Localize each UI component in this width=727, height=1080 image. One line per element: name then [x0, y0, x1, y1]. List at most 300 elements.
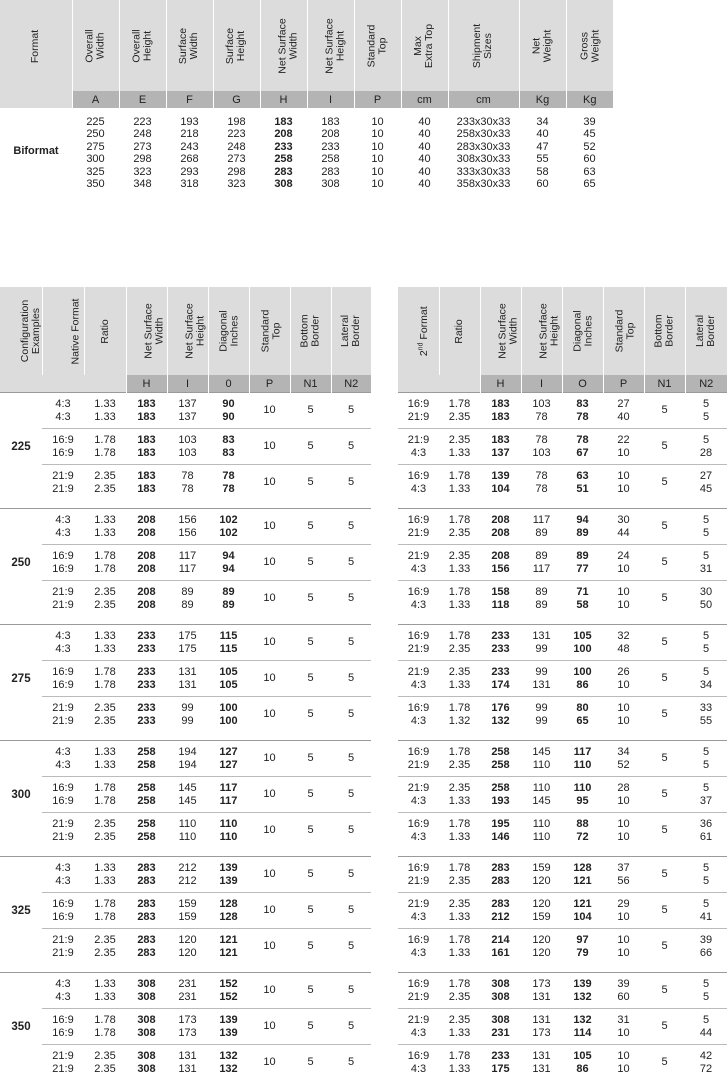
- diagonal-line: 102: [208, 514, 249, 527]
- net-width-line: 183: [480, 411, 521, 424]
- second-format: [398, 697, 439, 733]
- cell-value: 323: [213, 178, 260, 190]
- net-height-line: 159: [167, 911, 208, 924]
- native-format-line: 16:9: [42, 795, 84, 808]
- standard-top: 10: [249, 777, 290, 813]
- ratio: [84, 777, 126, 813]
- cell-value: 293: [166, 166, 213, 178]
- standard-top-line: 48: [603, 643, 644, 656]
- net-width: [480, 741, 521, 777]
- net-width-line: 208: [126, 527, 167, 540]
- table-row: [398, 697, 727, 733]
- native-format: [42, 429, 84, 465]
- bottom-border: 5: [290, 509, 331, 545]
- ratio: [439, 929, 480, 965]
- column-header-label: Overall Width: [84, 29, 106, 62]
- cell-value: 45: [566, 128, 613, 140]
- net-width: [126, 857, 167, 893]
- net-height: [167, 1045, 208, 1080]
- standard-top: [603, 545, 644, 581]
- cell-value: 258x30x33: [448, 128, 519, 140]
- unit-cell: N1: [290, 375, 331, 393]
- ratio-line: 1.33: [439, 679, 480, 692]
- net-width-line: 258: [480, 782, 521, 795]
- lateral-border: [685, 777, 727, 813]
- standard-top-line: 10: [603, 715, 644, 728]
- unit-cell: N1: [644, 375, 685, 393]
- lateral-border: 5: [331, 697, 371, 733]
- lateral-border: [685, 929, 727, 965]
- net-width-line: 132: [480, 715, 521, 728]
- native-format-line: 21:9: [42, 586, 84, 599]
- unit-cell: E: [119, 91, 166, 108]
- second-format-line: 4:3: [398, 447, 439, 460]
- cell-value: 333x30x33: [448, 166, 519, 178]
- header-row: [0, 287, 371, 375]
- standard-top-line: 60: [603, 991, 644, 1004]
- standard-top-line: 10: [603, 679, 644, 692]
- diagonal-line: 117: [208, 782, 249, 795]
- net-width-line: 233: [480, 643, 521, 656]
- ratio-line: 1.78: [84, 911, 126, 924]
- net-height: [521, 509, 562, 545]
- diagonal: [208, 813, 249, 849]
- column-cell: [307, 108, 354, 190]
- table-row: [0, 813, 371, 849]
- table-row: [0, 1009, 371, 1045]
- lateral-border-line: 5: [685, 978, 727, 991]
- standard-top: [603, 857, 644, 893]
- column-header: [290, 287, 331, 375]
- column-header: [119, 0, 166, 91]
- group-spacer: [398, 964, 727, 973]
- ratio: [439, 1045, 480, 1080]
- unit-cell: H: [480, 375, 521, 393]
- second-format: [398, 509, 439, 545]
- second-format-line: 21:9: [398, 875, 439, 888]
- lateral-border: 5: [331, 581, 371, 617]
- column-header: [0, 0, 72, 91]
- standard-top: [603, 509, 644, 545]
- bottom-border: 5: [644, 393, 685, 429]
- net-height: [521, 429, 562, 465]
- standard-top: 10: [249, 429, 290, 465]
- net-height-line: 89: [521, 550, 562, 563]
- diagonal-line: 90: [208, 398, 249, 411]
- ratio: [439, 697, 480, 733]
- net-width-line: 233: [126, 702, 167, 715]
- diagonal-line: 58: [562, 599, 603, 612]
- diagonal: [208, 393, 249, 429]
- lateral-border: [685, 1045, 727, 1080]
- standard-top-line: 56: [603, 875, 644, 888]
- net-width-line: 308: [480, 978, 521, 991]
- net-height: [521, 741, 562, 777]
- ratio: [439, 1009, 480, 1045]
- column-header-label: Standard Top: [614, 310, 636, 353]
- native-format: [42, 813, 84, 849]
- cell-value: 308: [260, 178, 307, 190]
- ratio-line: 2.35: [439, 666, 480, 679]
- net-width-line: 208: [126, 563, 167, 576]
- diagonal: [208, 509, 249, 545]
- cell-value: 248: [213, 141, 260, 153]
- ratio-line: 1.33: [84, 978, 126, 991]
- ratio-line: 1.78: [84, 898, 126, 911]
- net-width-line: 183: [126, 434, 167, 447]
- ratio-line: 1.78: [439, 470, 480, 483]
- group-spacer: [0, 848, 371, 857]
- native-format-line: 4:3: [42, 991, 84, 1004]
- diagonal-line: 78: [208, 483, 249, 496]
- column-header-label: Net Surface Width: [497, 303, 519, 358]
- unit-cell: Kg: [519, 91, 566, 108]
- cell-value: 273: [119, 141, 166, 153]
- column-header-label: Diagonal Inches: [572, 310, 594, 351]
- net-width-line: 308: [126, 1050, 167, 1063]
- unit-cell-blank: [0, 91, 72, 108]
- column-header-label: Net Surface Width: [277, 18, 299, 73]
- lateral-border-line: 5: [685, 398, 727, 411]
- net-height: [521, 973, 562, 1009]
- net-height: [167, 625, 208, 661]
- table-row: [398, 1009, 727, 1045]
- lateral-border: 5: [331, 1045, 371, 1080]
- ratio-line: 1.78: [439, 818, 480, 831]
- ratio-line: 2.35: [84, 586, 126, 599]
- net-height-line: 99: [167, 702, 208, 715]
- net-height: [521, 625, 562, 661]
- native-format-line: 4:3: [42, 978, 84, 991]
- standard-top: [603, 393, 644, 429]
- table-row: [398, 929, 727, 965]
- standard-top-line: 28: [603, 782, 644, 795]
- net-height-line: 173: [167, 1027, 208, 1040]
- ratio: [84, 465, 126, 501]
- net-height-line: 110: [167, 831, 208, 844]
- ratio-line: 1.78: [439, 934, 480, 947]
- second-format: [398, 393, 439, 429]
- ratio-line: 1.78: [439, 514, 480, 527]
- ratio-line: 1.78: [84, 782, 126, 795]
- net-width-line: 258: [126, 831, 167, 844]
- second-format-line: 16:9: [398, 746, 439, 759]
- header-row: [0, 0, 613, 91]
- ratio: [439, 893, 480, 929]
- table-row: [0, 545, 371, 581]
- net-height-line: 231: [167, 978, 208, 991]
- net-width-line: 283: [480, 862, 521, 875]
- net-width-line: 176: [480, 702, 521, 715]
- config-label: 275: [0, 625, 42, 733]
- cell-value: 40: [519, 128, 566, 140]
- net-height-line: 145: [521, 795, 562, 808]
- second-format-line: 4:3: [398, 947, 439, 960]
- net-height-line: 78: [521, 434, 562, 447]
- lateral-border: [685, 857, 727, 893]
- table-row: [0, 465, 371, 501]
- standard-top-line: 10: [603, 702, 644, 715]
- column-header: [521, 287, 562, 375]
- lateral-border-line: 5: [685, 862, 727, 875]
- cell-value: 40: [401, 116, 448, 128]
- net-height-line: 110: [521, 831, 562, 844]
- native-format-line: 21:9: [42, 599, 84, 612]
- ratio: [439, 973, 480, 1009]
- native-format-line: 16:9: [42, 1014, 84, 1027]
- standard-top: [603, 929, 644, 965]
- native-format-line: 21:9: [42, 831, 84, 844]
- table-row: [398, 661, 727, 697]
- native-format-line: 4:3: [42, 527, 84, 540]
- lateral-border-line: 50: [685, 599, 727, 612]
- cell-value: 47: [519, 141, 566, 153]
- net-width-line: 156: [480, 563, 521, 576]
- net-width-line: 158: [480, 586, 521, 599]
- net-width: [480, 973, 521, 1009]
- diagonal-line: 78: [208, 470, 249, 483]
- diagonal: [562, 509, 603, 545]
- lateral-border-line: 28: [685, 447, 727, 460]
- ratio-line: 1.33: [84, 411, 126, 424]
- net-width-line: 208: [126, 586, 167, 599]
- ratio-line: 1.78: [439, 702, 480, 715]
- diagonal: [562, 777, 603, 813]
- diagonal-line: 117: [562, 746, 603, 759]
- column-header: [603, 287, 644, 375]
- net-width-line: 258: [126, 782, 167, 795]
- lateral-border-line: 44: [685, 1027, 727, 1040]
- standard-top-line: 10: [603, 1027, 644, 1040]
- net-height-line: 131: [521, 1014, 562, 1027]
- net-width: [126, 545, 167, 581]
- ratio-line: 1.33: [439, 831, 480, 844]
- bottom-border: 5: [644, 741, 685, 777]
- standard-top-line: 10: [603, 447, 644, 460]
- net-width-line: 258: [126, 759, 167, 772]
- diagonal-line: 152: [208, 991, 249, 1004]
- net-width: [480, 777, 521, 813]
- standard-top: 10: [249, 973, 290, 1009]
- net-height: [167, 813, 208, 849]
- lateral-border-line: 5: [685, 875, 727, 888]
- net-height: [167, 545, 208, 581]
- ratio: [84, 545, 126, 581]
- net-height-line: 194: [167, 746, 208, 759]
- second-format-line: 16:9: [398, 514, 439, 527]
- standard-top-line: 31: [603, 1014, 644, 1027]
- net-height-line: 103: [521, 398, 562, 411]
- net-width: [480, 509, 521, 545]
- net-width-line: 308: [480, 1014, 521, 1027]
- net-height: [167, 393, 208, 429]
- native-format: [42, 465, 84, 501]
- net-width-line: 208: [480, 550, 521, 563]
- table-row: [0, 857, 371, 893]
- group-spacer: [398, 616, 727, 625]
- native-format: [42, 1045, 84, 1080]
- column-cell: [213, 108, 260, 190]
- unit-cell: N2: [685, 375, 727, 393]
- column-cell: [566, 108, 613, 190]
- standard-top-line: 10: [603, 1050, 644, 1063]
- column-cell: [260, 108, 307, 190]
- native-format-line: 21:9: [42, 715, 84, 728]
- cell-value: 223: [213, 128, 260, 140]
- cell-value: 318: [166, 178, 213, 190]
- native-format-line: 16:9: [42, 563, 84, 576]
- diagonal-line: 105: [562, 630, 603, 643]
- second-format-line: 4:3: [398, 795, 439, 808]
- column-cell: [448, 108, 519, 190]
- standard-top-line: 44: [603, 527, 644, 540]
- configuration-table: [0, 287, 371, 1080]
- second-format-line: 4:3: [398, 563, 439, 576]
- diagonal-line: 132: [562, 1014, 603, 1027]
- net-width: [126, 741, 167, 777]
- net-width-line: 104: [480, 483, 521, 496]
- lateral-border-line: 5: [685, 630, 727, 643]
- net-height: [521, 777, 562, 813]
- net-width-line: 139: [480, 470, 521, 483]
- second-format: [398, 625, 439, 661]
- diagonal-line: 77: [562, 563, 603, 576]
- net-height-line: 173: [167, 1014, 208, 1027]
- diagonal-line: 95: [562, 795, 603, 808]
- diagonal: [208, 429, 249, 465]
- ratio: [439, 857, 480, 893]
- lateral-border: [685, 581, 727, 617]
- column-cell: [72, 108, 119, 190]
- second-format: [398, 1009, 439, 1045]
- ratio-line: 1.33: [439, 483, 480, 496]
- column-header: [166, 0, 213, 91]
- cell-value: 275: [72, 141, 119, 153]
- net-width-line: 233: [126, 679, 167, 692]
- column-header-label: Surface Width: [179, 27, 201, 63]
- second-format-line: 21:9: [398, 991, 439, 1004]
- ratio-line: 2.35: [439, 782, 480, 795]
- column-header: [448, 0, 519, 91]
- cell-value: 223: [119, 116, 166, 128]
- net-height-line: 145: [167, 795, 208, 808]
- net-height: [167, 857, 208, 893]
- lateral-border-line: 5: [685, 434, 727, 447]
- net-height-line: 89: [521, 586, 562, 599]
- standard-top: [603, 813, 644, 849]
- bottom-border: 5: [644, 973, 685, 1009]
- lateral-border-line: 61: [685, 831, 727, 844]
- table-row: [398, 857, 727, 893]
- cell-value: 225: [72, 116, 119, 128]
- column-cell: [166, 108, 213, 190]
- bottom-border: 5: [644, 1009, 685, 1045]
- column-header: [84, 287, 126, 375]
- ratio: [84, 393, 126, 429]
- net-width-line: 208: [126, 550, 167, 563]
- ratio-line: 1.78: [439, 978, 480, 991]
- diagonal-line: 94: [208, 550, 249, 563]
- diagonal-line: 139: [208, 875, 249, 888]
- ratio: [439, 545, 480, 581]
- net-height-line: 103: [167, 434, 208, 447]
- bottom-border: 5: [644, 929, 685, 965]
- table-row: [398, 393, 727, 429]
- net-height-line: 89: [167, 599, 208, 612]
- ratio-line: 2.35: [439, 434, 480, 447]
- second-format-line: 16:9: [398, 862, 439, 875]
- diagonal: [562, 429, 603, 465]
- standard-top-line: 34: [603, 746, 644, 759]
- cell-value: 243: [166, 141, 213, 153]
- bottom-border: 5: [644, 857, 685, 893]
- ratio-line: 1.33: [84, 875, 126, 888]
- cell-value: 40: [401, 128, 448, 140]
- cell-value: 10: [354, 141, 401, 153]
- ratio: [439, 777, 480, 813]
- standard-top: 10: [249, 697, 290, 733]
- net-width-line: 183: [480, 434, 521, 447]
- diagonal: [562, 545, 603, 581]
- second-format-line: 16:9: [398, 978, 439, 991]
- lateral-border-line: 5: [685, 643, 727, 656]
- lateral-border: [685, 429, 727, 465]
- diagonal: [208, 973, 249, 1009]
- bottom-border: 5: [290, 857, 331, 893]
- net-height: [521, 1045, 562, 1080]
- net-height-line: 137: [167, 398, 208, 411]
- ratio: [439, 813, 480, 849]
- net-height-line: 103: [167, 447, 208, 460]
- cell-value: 268: [166, 153, 213, 165]
- diagonal-line: 127: [208, 759, 249, 772]
- unit-cell: 0: [208, 375, 249, 393]
- lateral-border-line: 5: [685, 514, 727, 527]
- standard-top-line: 10: [603, 470, 644, 483]
- units-row: [398, 375, 727, 393]
- lateral-border-line: 33: [685, 702, 727, 715]
- lateral-border-line: 5: [685, 666, 727, 679]
- lateral-border-line: 5: [685, 411, 727, 424]
- standard-top: 10: [249, 625, 290, 661]
- ratio: [439, 661, 480, 697]
- second-format: [398, 545, 439, 581]
- diagonal-line: 110: [208, 818, 249, 831]
- lateral-border-line: 66: [685, 947, 727, 960]
- diagonal-line: 100: [208, 715, 249, 728]
- ratio-line: 1.78: [84, 795, 126, 808]
- bottom-border: 5: [644, 545, 685, 581]
- unit-cell: G: [213, 91, 260, 108]
- net-height-line: 78: [521, 470, 562, 483]
- diagonal-line: 63: [562, 470, 603, 483]
- format-specs-table: [0, 0, 613, 190]
- cell-value: 208: [307, 128, 354, 140]
- diagonal-line: 121: [208, 934, 249, 947]
- net-height-line: 131: [521, 1063, 562, 1076]
- net-width-line: 183: [126, 483, 167, 496]
- ratio-line: 1.33: [84, 862, 126, 875]
- column-header-label: Net Surface Height: [324, 18, 346, 73]
- diagonal-line: 89: [562, 527, 603, 540]
- native-format-line: 21:9: [42, 470, 84, 483]
- net-height: [521, 581, 562, 617]
- ratio-line: 1.78: [439, 862, 480, 875]
- native-format-line: 4:3: [42, 643, 84, 656]
- net-height-line: 99: [521, 702, 562, 715]
- net-height-line: 120: [521, 898, 562, 911]
- column-header-label: Net Surface Height: [184, 303, 206, 358]
